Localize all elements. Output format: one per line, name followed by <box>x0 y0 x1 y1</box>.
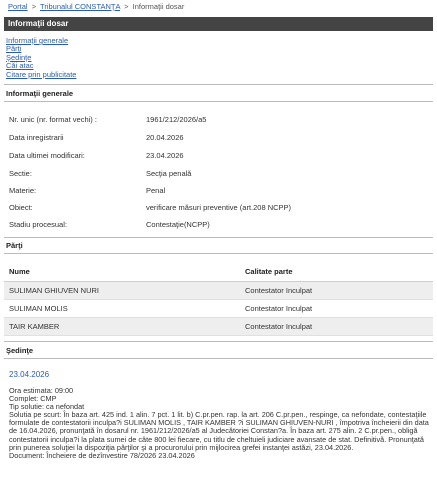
hearing-details <box>9 387 429 460</box>
party-name: SULIMAN GHIUVEN NURI <box>4 281 240 299</box>
hearing-solution-type: Tip solutie: ca nefondat <box>9 402 85 412</box>
info-value: 20.04.2026 <box>146 133 184 142</box>
info-value: Contestaţie(NCPP) <box>146 220 210 229</box>
column-header-calitate: Calitate parte <box>240 262 433 281</box>
info-value: 23.04.2026 <box>146 151 184 160</box>
divider <box>4 84 433 85</box>
breadcrumb-tribunal-link[interactable]: Tribunalul CONSTANŢA <box>40 2 121 11</box>
info-value: Penal <box>146 186 166 195</box>
nav-link-sedinte[interactable]: Şedinţe <box>6 52 32 62</box>
info-label: Data ultimei modificari: <box>9 151 85 160</box>
party-role: Contestator Inculpat <box>240 317 433 335</box>
section-heading-sedinte: Şedinţe <box>6 346 34 355</box>
nav-link-cai-atac[interactable]: Căi atac <box>6 61 34 71</box>
info-label: Materie: <box>9 186 37 195</box>
party-name: SULIMAN MOLIS <box>4 299 240 317</box>
party-name: TAIR KAMBER <box>4 317 240 335</box>
divider <box>4 101 433 102</box>
info-label: Nr. unic (nr. format vechi) : <box>9 115 97 124</box>
nav-link-citare[interactable]: Citare prin publicitate <box>6 69 77 79</box>
breadcrumb-separator: > <box>124 2 129 11</box>
info-label: Obiect: <box>9 203 33 212</box>
table-header-row <box>4 262 433 281</box>
info-label: Data inregistrarii <box>9 133 64 142</box>
parti-table <box>4 262 433 336</box>
breadcrumb-portal-link[interactable]: Portal <box>8 2 28 11</box>
section-heading-general: Informaţii generale <box>6 89 74 98</box>
breadcrumb-separator: > <box>31 2 37 11</box>
divider <box>4 237 433 238</box>
breadcrumb <box>8 2 184 11</box>
column-header-nume: Nume <box>4 262 240 281</box>
nav-link-parti[interactable]: Părţi <box>6 44 22 54</box>
info-value: 1961/212/2026/a5 <box>146 115 207 124</box>
hearing-complet: Complet: CMP <box>9 394 57 404</box>
nav-link-informatii-generale[interactable]: Informaţii generale <box>6 36 69 45</box>
info-value: Secţia penală <box>146 169 192 178</box>
info-label: Stadiu procesual: <box>9 220 67 229</box>
table-row <box>4 317 433 335</box>
section-heading-parti: Părţi <box>6 241 23 250</box>
hearing-document: Document: Încheiere de dezînvestire 78/2026 23.04.2026 <box>9 450 195 460</box>
section-nav <box>6 37 76 79</box>
divider <box>4 341 433 342</box>
divider <box>4 253 433 254</box>
info-label: Sectie: <box>9 169 32 178</box>
info-value: verificare măsuri preventive (art.208 NCPP) <box>146 203 292 212</box>
breadcrumb-current: Informaţii dosar <box>132 2 185 11</box>
page-title-bar: Informaţii dosar <box>4 17 433 31</box>
divider <box>4 358 433 359</box>
party-role: Contestator Inculpat <box>240 299 433 317</box>
table-row <box>4 299 433 317</box>
hearing-date: 23.04.2026 <box>9 370 50 379</box>
party-role: Contestator Inculpat <box>240 281 433 299</box>
table-row <box>4 281 433 299</box>
hearing-solution-summary: Solutia pe scurt: În baza art. 425 ind. 1 alin. 7 pct. 1 lit. b) C.pr.pen. rap. la art. 206 C.pr.pen., respinge, ca nefondate, contestaţiile formulate de contestatorii inculpa?i SULIMAN MOLIS , TAIR KAMBER ?i SULIMAN GHIUVEN-NURI , împotriva încheierii din data de 16.04.2026, pronunţată în dosarul nr. 1961/212/2026/a5 al Judecătoriei Constan?a. În baza art. 275 alin. 2 C.pr.pen., obligă contestatorii inculpa?i la plata sumei de câte 800 lei fiecare, cu titlu de cheltuieli judiciare avansate de stat. Definitivă. Pronunţată prin punerea soluţiei la dispoziţia părţilor şi a procurorului prin mijlocirea grefei instanţei astăzi, 23.04.2026. <box>9 410 429 452</box>
hearing-time: Ora estimata: 09:00 <box>9 386 74 395</box>
